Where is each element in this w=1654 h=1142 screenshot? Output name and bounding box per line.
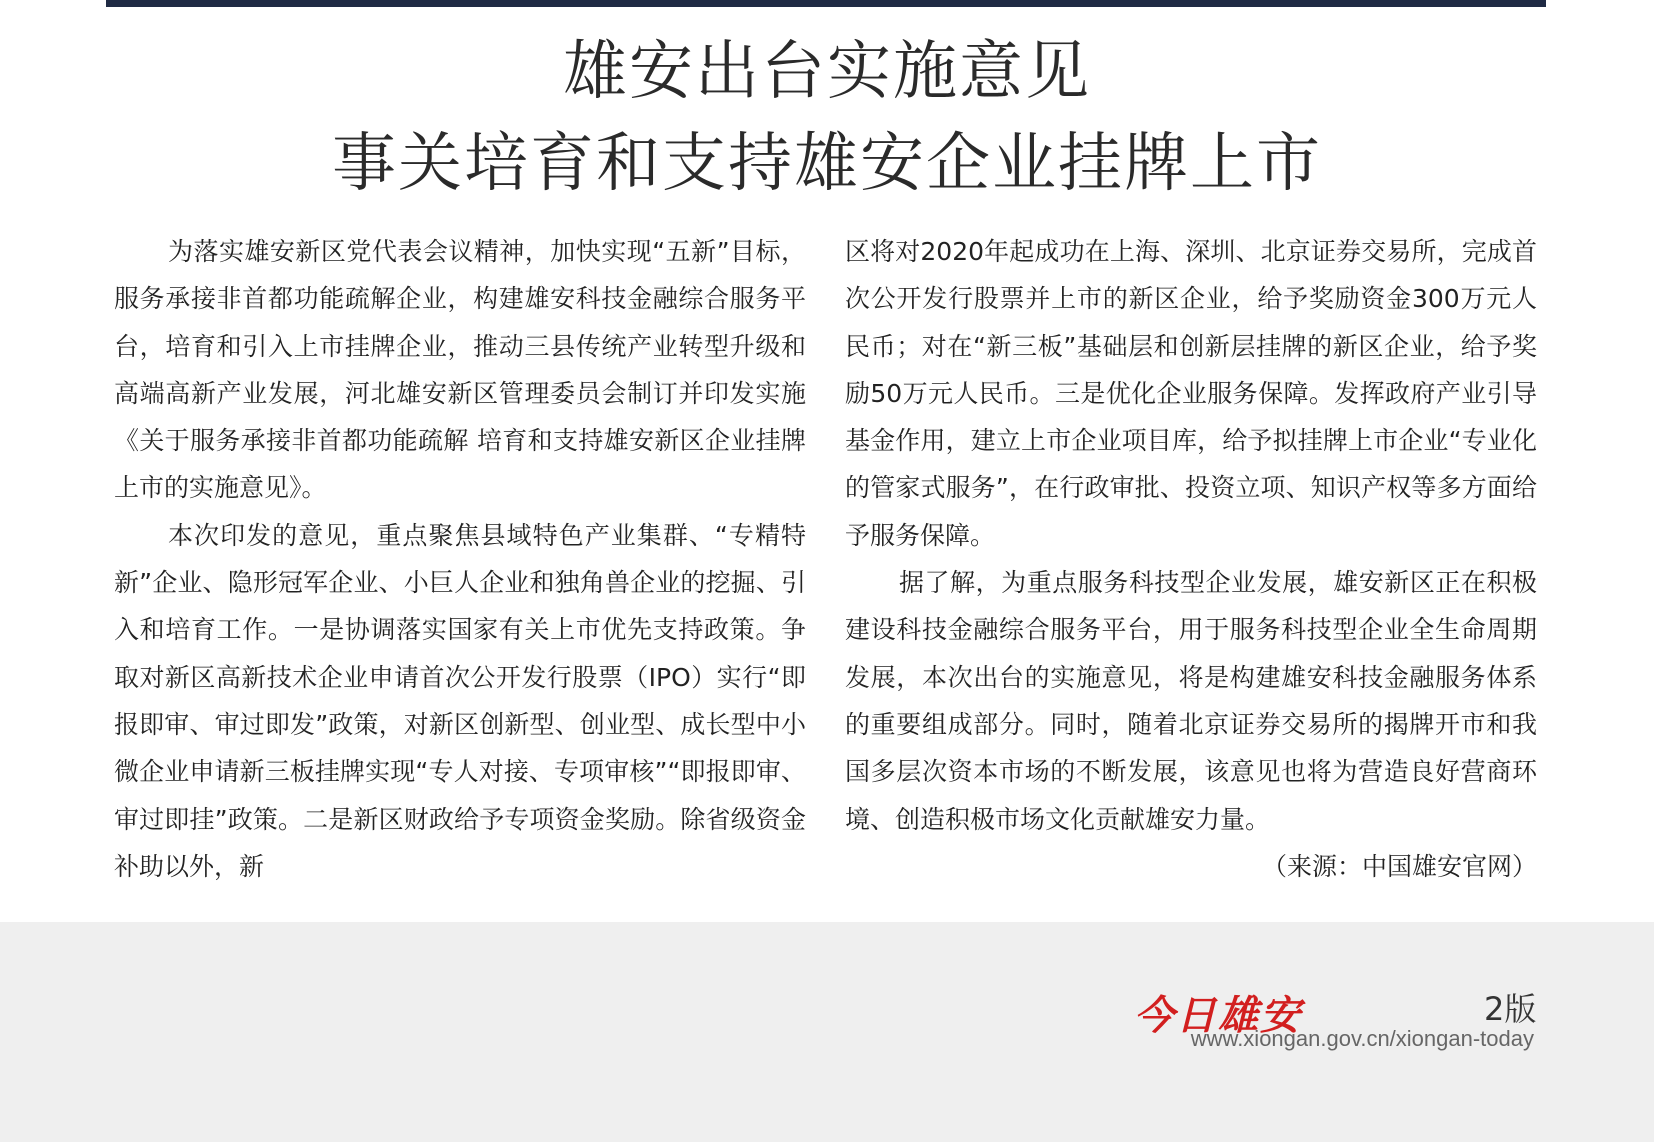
site-url[interactable]: www.xiongan.gov.cn/xiongan-today — [1190, 1026, 1534, 1051]
footer — [0, 922, 1654, 1142]
headline — [0, 26, 1654, 210]
headline-line-2: 事关培育和支持雄安企业挂牌上市 — [332, 127, 1322, 201]
headline-line-1: 雄安出台实施意见 — [563, 35, 1091, 109]
paragraph-2-part-1: 本次印发的意见，重点聚焦县域特色产业集群、“专精特新”企业、隐形冠军企业、小巨人企业和独角兽企业的挖掘、引入和培育工作。一是协调落实国家有关上市优先支持政策。争取对新区高新技术企业申请首次公开发行股票（IPO）实行“即报即审、审过即发”政策，对新区创新型、创业型、成长型中小微企业申请新三板挂牌实现“专人对接、专项审核”“即报即审、审过即挂”政策。二是新区财政给予专项资金奖励。除省级资金补助以外，新 — [114, 520, 806, 881]
top-rule — [106, 0, 1546, 7]
paragraph-3-text: 据了解，为重点服务科技型企业发展，雄安新区正在积极建设科技金融综合服务平台，用于服务科技型企业全生命周期发展，本次出台的实施意见，将是构建雄安科技金融服务体系的重要组成部分。同时，随着北京证券交易所的揭牌开市和我国多层次资本市场的不断发展，该意见也将为营造良好营商环境、创造积极市场文化贡献雄安力量。 — [845, 568, 1537, 834]
page-number: 2版 — [1484, 990, 1537, 1028]
article-column-left — [114, 228, 806, 890]
paragraph-1: 为落实雄安新区党代表会议精神，加快实现“五新”目标，服务承接非首都功能疏解企业，构建雄安科技金融综合服务平台，培育和引入上市挂牌企业，推动三县传统产业转型升级和高端高新产业发展，河北雄安新区管理委员会制订并印发实施《关于服务承接非首都功能疏解 培育和支持雄安新区企业挂牌上市的实施意见》。 — [114, 237, 806, 503]
article-column-right — [845, 228, 1537, 890]
article-source: （来源：中国雄安官网） — [1261, 851, 1537, 881]
paragraph-2-part-2: 区将对2020年起成功在上海、深圳、北京证券交易所，完成首次公开发行股票并上市的新区企业，给予奖励资金300万元人民币；对在“新三板”基础层和创新层挂牌的新区企业，给予奖励50万元人民币。三是优化企业服务保障。发挥政府产业引导基金作用，建立上市企业项目库，给予拟挂牌上市企业“专业化的管家式服务”，在行政审批、投资立项、知识产权等多方面给予服务保障。 — [845, 237, 1537, 550]
paragraph-3 — [845, 559, 1537, 881]
brand-logo: 今日雄安 — [1134, 992, 1302, 1039]
